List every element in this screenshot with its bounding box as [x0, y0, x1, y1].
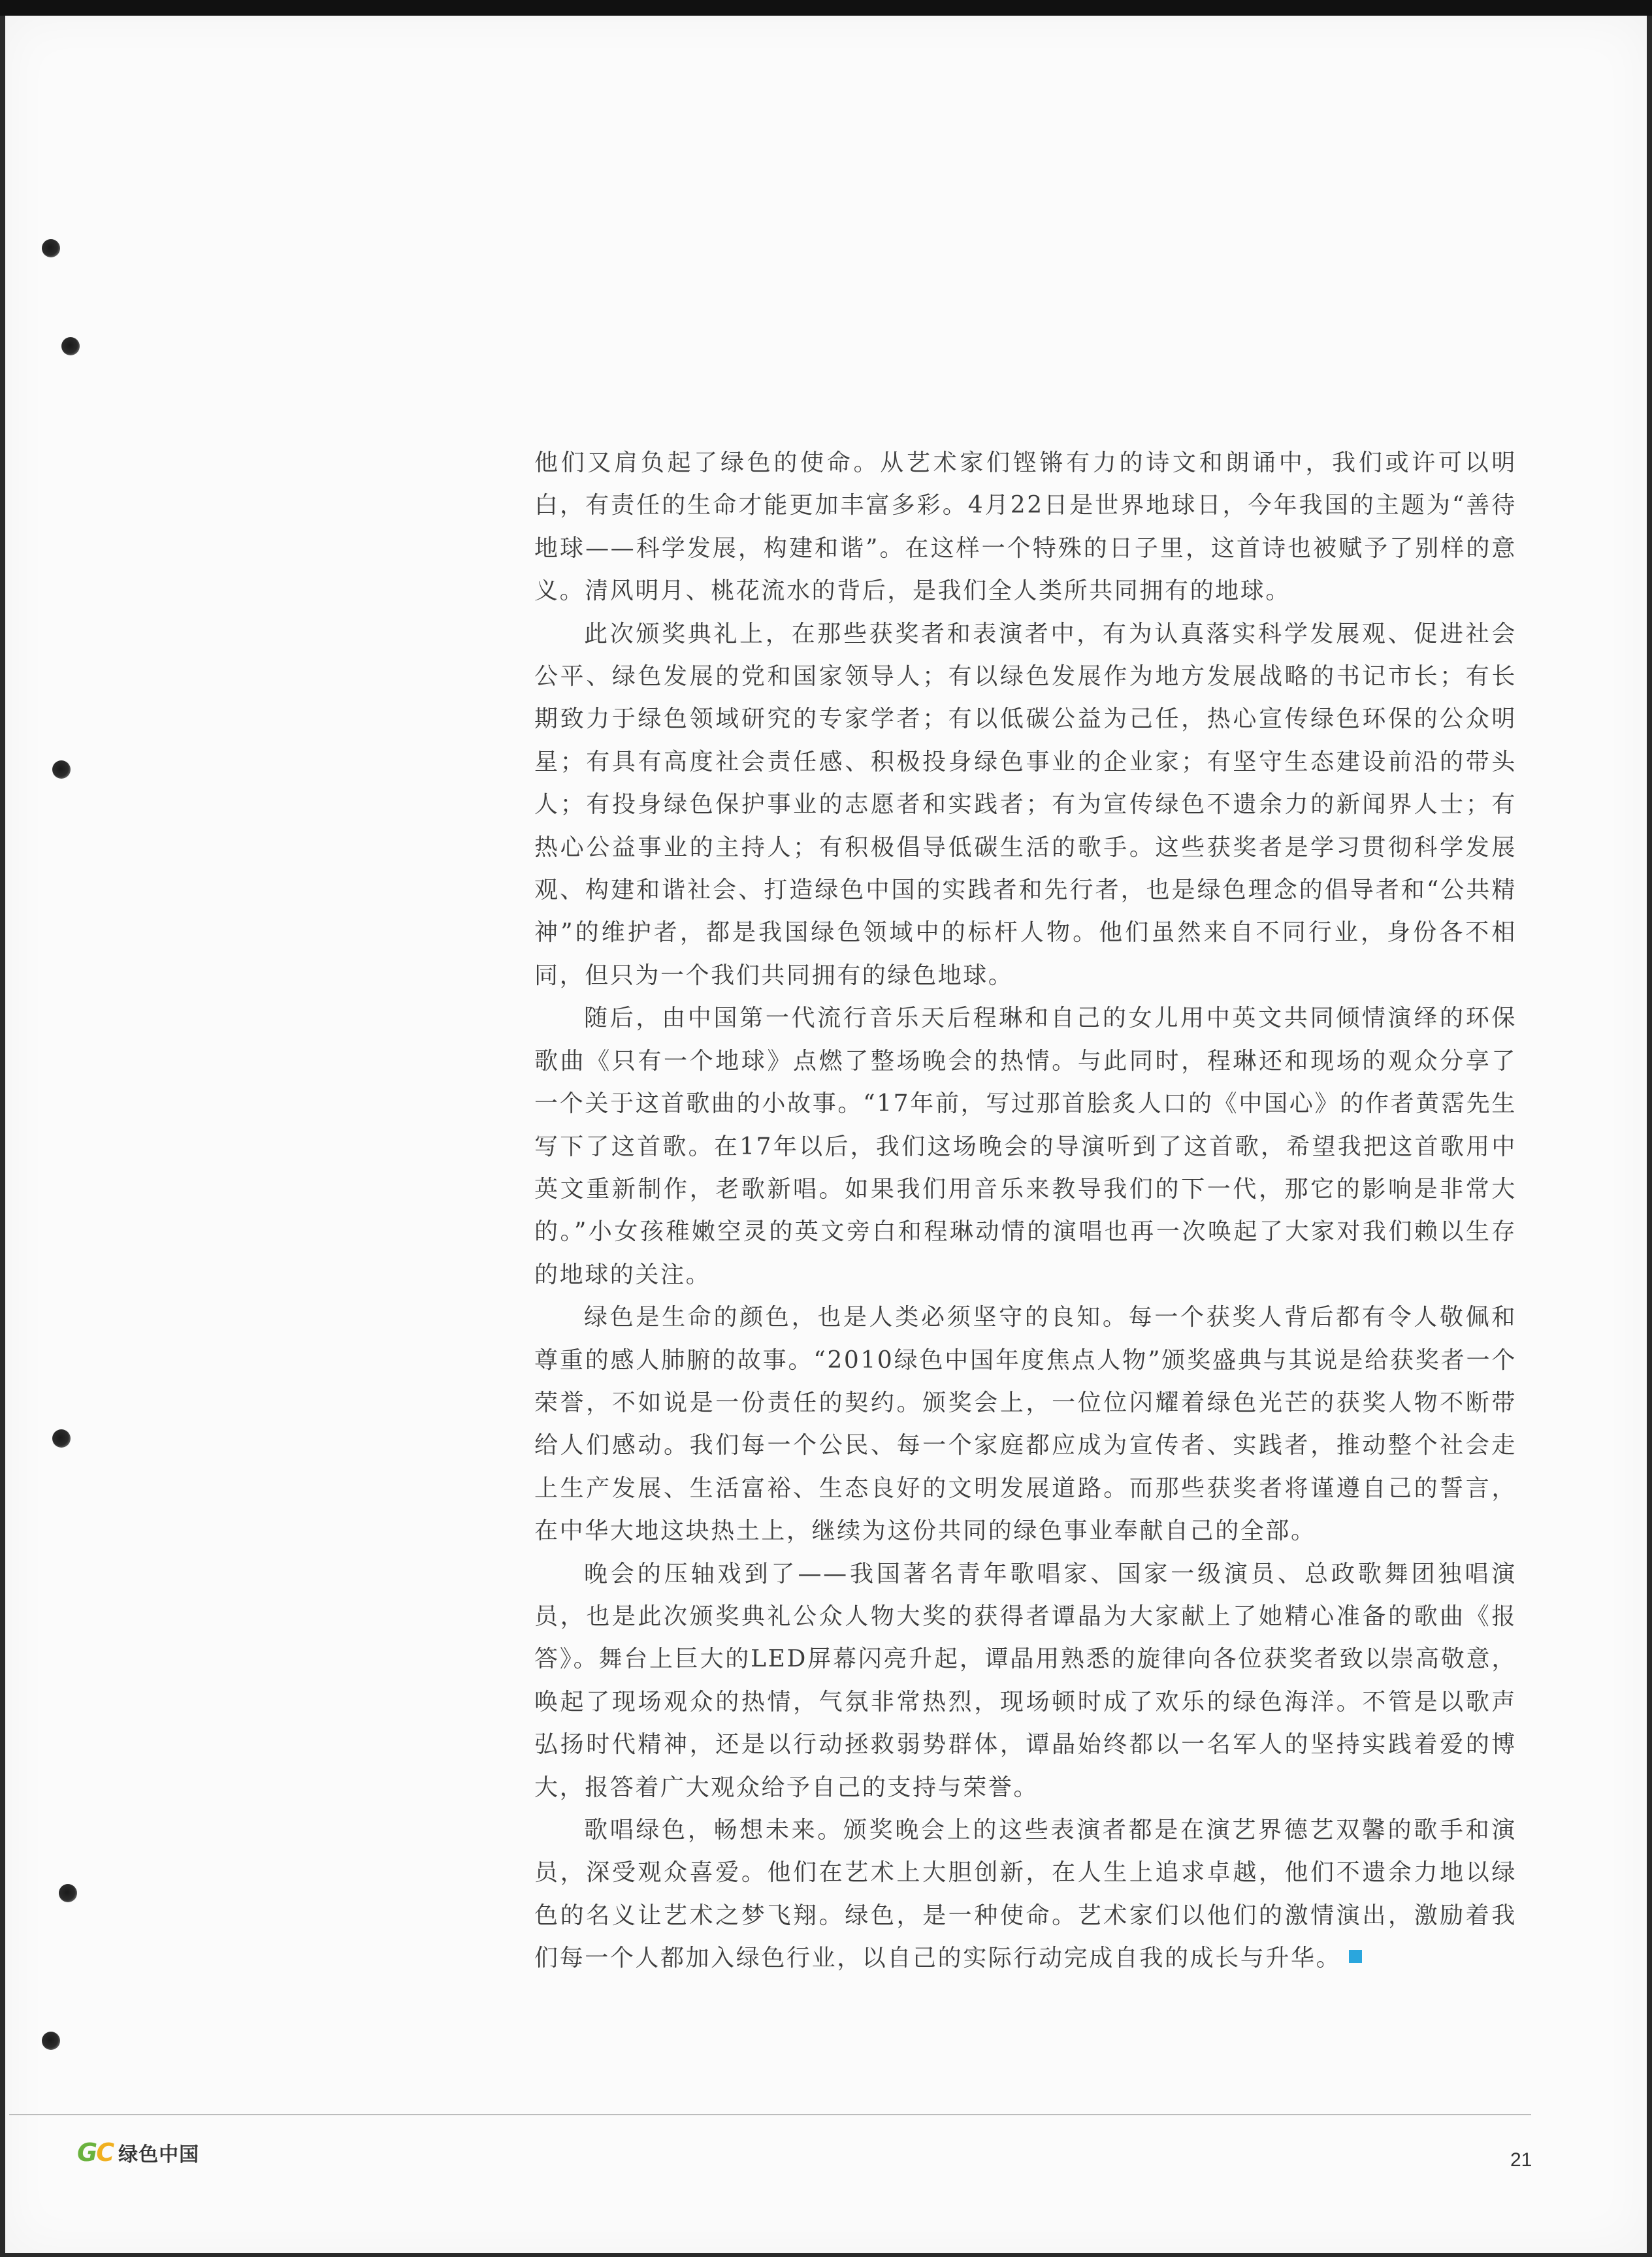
binder-hole	[59, 1884, 77, 1902]
binder-hole	[42, 2032, 60, 2050]
gc-logo-mark	[77, 2138, 113, 2167]
logo-letter-g: G	[77, 2138, 97, 2167]
article-paragraph: 此次颁奖典礼上，在那些获奖者和表演者中，有为认真落实科学发展观、促进社会公平、绿色发展的党和国家领导人；有以绿色发展作为地方发展战略的书记市长；有长期致力于绿色领域研究的专家学者；有以低碳公益为己任，热心宣传绿色环保的公众明星；有具有高度社会责任感、积极投身绿色事业的企业家；有坚守生态建设前沿的带头人；有投身绿色保护事业的志愿者和实践者；有为宣传绿色不遗余力的新闻界人士；有热心公益事业的主持人；有积极倡导低碳生活的歌手。这些获奖者是学习贯彻科学发展观、构建和谐社会、打造绿色中国的实践者和先行者，也是绿色理念的倡导者和“公共精神”的维护者，都是我国绿色领域中的标杆人物。他们虽然来自不同行业，身份各不相同，但只为一个我们共同拥有的绿色地球。	[534, 620, 1517, 989]
scan-background-top	[0, 0, 1652, 16]
footer-divider	[9, 2114, 1531, 2115]
magazine-logo	[77, 2137, 199, 2168]
binder-hole	[42, 239, 60, 257]
article-paragraph-last	[534, 1809, 1517, 1980]
article-paragraph: 随后，由中国第一代流行音乐天后程琳和自己的女儿用中英文共同倾情演绎的环保歌曲《只有一个地球》点燃了整场晚会的热情。与此同时，程琳还和现场的观众分享了一个关于这首歌曲的小故事。“17年前，写过那首脍炙人口的《中国心》的作者黄霑先生写下了这首歌。在17年以后，我们这场晚会的导演听到了这首歌，希望我把这首歌用中英文重新制作，老歌新唱。如果我们用音乐来教导我们的下一代，那它的影响是非常大的。”小女孩稚嫩空灵的英文旁白和程琳动情的演唱也再一次唤起了大家对我们赖以生存的地球的关注。	[534, 1005, 1517, 1288]
article-paragraph: 晚会的压轴戏到了——我国著名青年歌唱家、国家一级演员、总政歌舞团独唱演员，也是此次颁奖典礼公众人物大奖的获得者谭晶为大家献上了她精心准备的歌曲《报答》。舞台上巨大的LED屏幕闪亮升起，谭晶用熟悉的旋律向各位获奖者致以崇高敬意，唤起了现场观众的热情，气氛非常热烈，现场顿时成了欢乐的绿色海洋。不管是以歌声弘扬时代精神，还是以行动拯救弱势群体，谭晶始终都以一名军人的坚持实践着爱的博大，报答着广大观众给予自己的支持与荣誉。	[534, 1560, 1517, 1801]
article-paragraph: 他们又肩负起了绿色的使命。从艺术家们铿锵有力的诗文和朗诵中，我们或许可以明白，有责任的生命才能更加丰富多彩。4月22日是世界地球日，今年我国的主题为“善待地球——科学发展，构建和谐”。在这样一个特殊的日子里，这首诗也被赋予了别样的意义。清风明月、桃花流水的背后，是我们全人类所共同拥有的地球。	[534, 449, 1517, 605]
binder-hole	[52, 760, 71, 779]
logo-letter-c: C	[96, 2138, 114, 2167]
article-body	[534, 442, 1517, 1980]
binder-hole	[52, 1429, 71, 1448]
magazine-name: 绿色中国	[118, 2143, 200, 2166]
article-paragraph-text: 歌唱绿色，畅想未来。颁奖晚会上的这些表演者都是在演艺界德艺双馨的歌手和演员，深受观众喜爱。他们在艺术上大胆创新，在人生上追求卓越，他们不遗余力地以绿色的名义让艺术之梦飞翔。绿色，是一种使命。艺术家们以他们的激情演出，激励着我们每一个人都加入绿色行业，以自己的实际行动完成自我的成长与升华。	[534, 1817, 1517, 1972]
binder-hole	[61, 337, 80, 355]
article-end-mark	[1349, 1950, 1362, 1963]
article-paragraph: 绿色是生命的颜色，也是人类必须坚守的良知。每一个获奖人背后都有令人敬佩和尊重的感人肺腑的故事。“2010绿色中国年度焦点人物”颁奖盛典与其说是给获奖者一个荣誉，不如说是一份责任的契约。颁奖会上，一位位闪耀着绿色光芒的获奖人物不断带给人们感动。我们每一个公民、每一个家庭都应成为宣传者、实践者，推动整个社会走上生产发展、生活富裕、生态良好的文明发展道路。而那些获奖者将谨遵自己的誓言，在中华大地这块热土上，继续为这份共同的绿色事业奉献自己的全部。	[534, 1304, 1517, 1545]
page-number: 21	[1510, 2149, 1532, 2171]
